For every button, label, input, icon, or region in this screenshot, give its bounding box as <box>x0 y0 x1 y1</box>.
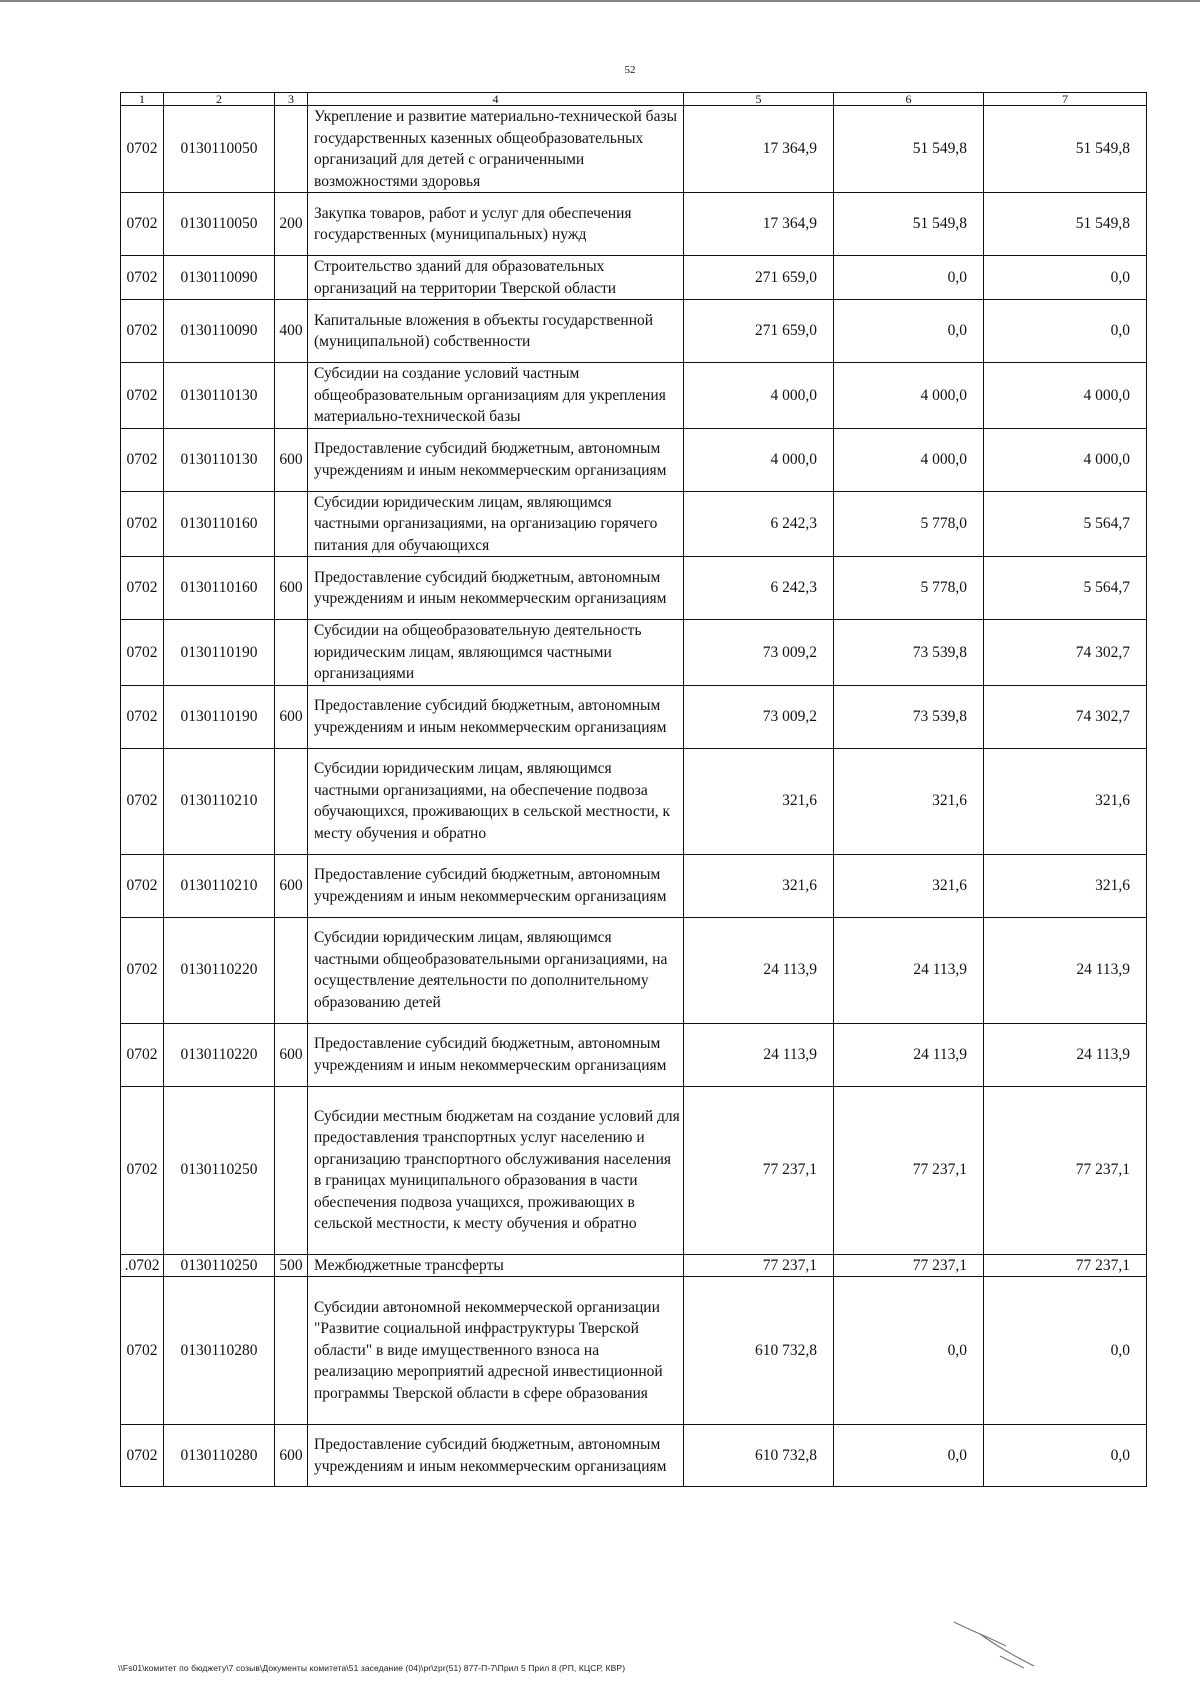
cell-description: Капитальные вложения в объекты государственной (муниципальной) собственности <box>308 300 684 363</box>
header-cell-section: 1 <box>121 93 164 106</box>
table-row <box>121 1086 1147 1254</box>
table-row <box>121 428 1147 491</box>
cell-amount-year1: 610 732,8 <box>684 1277 834 1425</box>
cell-amount-year2: 5 778,0 <box>834 557 984 620</box>
cell-amount-year2: 4 000,0 <box>834 428 984 491</box>
cell-amount-year3: 0,0 <box>984 1277 1147 1425</box>
cell-amount-year3: 0,0 <box>984 256 1147 300</box>
cell-expense-type-code <box>275 1277 308 1425</box>
cell-target-article-code: 0130110090 <box>164 256 275 300</box>
header-cell-amount-year1: 5 <box>684 93 834 106</box>
handwritten-mark <box>950 1616 1040 1676</box>
table-row <box>121 1277 1147 1425</box>
table-row <box>121 685 1147 748</box>
cell-description: Субсидии на общеобразовательную деятельность юридическим лицам, являющимся частными организациями <box>308 620 684 686</box>
cell-amount-year1: 77 237,1 <box>684 1086 834 1254</box>
cell-section-code: 0702 <box>121 106 164 193</box>
cell-section-code: 0702 <box>121 363 164 429</box>
cell-amount-year3: 5 564,7 <box>984 557 1147 620</box>
cell-target-article-code: 0130110210 <box>164 748 275 854</box>
cell-section-code: 0702 <box>121 491 164 557</box>
cell-target-article-code: 0130110050 <box>164 193 275 256</box>
cell-amount-year2: 4 000,0 <box>834 363 984 429</box>
cell-amount-year1: 24 113,9 <box>684 1023 834 1086</box>
table-row <box>121 1023 1147 1086</box>
cell-target-article-code: 0130110190 <box>164 685 275 748</box>
cell-section-code: 0702 <box>121 1023 164 1086</box>
cell-amount-year1: 17 364,9 <box>684 193 834 256</box>
table-body <box>121 106 1147 1487</box>
cell-amount-year1: 4 000,0 <box>684 428 834 491</box>
cell-description: Укрепление и развитие материально-технической базы государственных казенных общеобразовательных организаций для детей с ограниченными возможностями здоровья <box>308 106 684 193</box>
cell-description: Субсидии местным бюджетам на создание условий для предоставления транспортных услуг населению и организацию транспортного обслуживания населения в границах муниципального образования в части обеспечения подвоза учащихся, проживающих в сельской местности, к месту обучения и обратно <box>308 1086 684 1254</box>
table-row <box>121 491 1147 557</box>
cell-description: Предоставление субсидий бюджетным, автономным учреждениям и иным некоммерческим организациям <box>308 854 684 917</box>
cell-expense-type-code: 600 <box>275 854 308 917</box>
cell-description: Закупка товаров, работ и услуг для обеспечения государственных (муниципальных) нужд <box>308 193 684 256</box>
cell-target-article-code: 0130110280 <box>164 1277 275 1425</box>
page-number: 52 <box>624 64 636 76</box>
cell-amount-year1: 321,6 <box>684 748 834 854</box>
cell-description: Межбюджетные трансферты <box>308 1254 684 1277</box>
cell-section-code: .0702 <box>121 1254 164 1277</box>
cell-amount-year1: 17 364,9 <box>684 106 834 193</box>
cell-expense-type-code <box>275 363 308 429</box>
cell-amount-year3: 24 113,9 <box>984 1023 1147 1086</box>
cell-amount-year3: 74 302,7 <box>984 685 1147 748</box>
cell-target-article-code: 0130110130 <box>164 428 275 491</box>
cell-expense-type-code <box>275 620 308 686</box>
cell-section-code: 0702 <box>121 1277 164 1425</box>
table-row <box>121 300 1147 363</box>
header-cell-amount-year3: 7 <box>984 93 1147 106</box>
table-row <box>121 557 1147 620</box>
header-cell-description: 4 <box>308 93 684 106</box>
cell-amount-year1: 77 237,1 <box>684 1254 834 1277</box>
cell-description: Предоставление субсидий бюджетным, автономным учреждениям и иным некоммерческим организациям <box>308 1023 684 1086</box>
cell-section-code: 0702 <box>121 917 164 1023</box>
cell-amount-year3: 0,0 <box>984 300 1147 363</box>
cell-section-code: 0702 <box>121 193 164 256</box>
cell-amount-year2: 5 778,0 <box>834 491 984 557</box>
header-cell-expense-type: 3 <box>275 93 308 106</box>
cell-amount-year3: 321,6 <box>984 854 1147 917</box>
cell-description: Строительство зданий для образовательных организаций на территории Тверской области <box>308 256 684 300</box>
cell-description: Предоставление субсидий бюджетным, автономным учреждениям и иным некоммерческим организациям <box>308 428 684 491</box>
cell-amount-year2: 77 237,1 <box>834 1086 984 1254</box>
cell-expense-type-code: 600 <box>275 428 308 491</box>
table-row <box>121 620 1147 686</box>
cell-expense-type-code: 500 <box>275 1254 308 1277</box>
cell-amount-year1: 73 009,2 <box>684 620 834 686</box>
cell-section-code: 0702 <box>121 1086 164 1254</box>
cell-expense-type-code: 400 <box>275 300 308 363</box>
cell-amount-year3: 0,0 <box>984 1425 1147 1487</box>
cell-description: Предоставление субсидий бюджетным, автономным учреждениям и иным некоммерческим организациям <box>308 557 684 620</box>
header-cell-target-article: 2 <box>164 93 275 106</box>
table-row <box>121 193 1147 256</box>
cell-amount-year1: 610 732,8 <box>684 1425 834 1487</box>
cell-section-code: 0702 <box>121 620 164 686</box>
cell-amount-year1: 6 242,3 <box>684 557 834 620</box>
cell-amount-year1: 4 000,0 <box>684 363 834 429</box>
cell-amount-year3: 24 113,9 <box>984 917 1147 1023</box>
cell-amount-year2: 51 549,8 <box>834 106 984 193</box>
table-row <box>121 1254 1147 1277</box>
cell-amount-year1: 6 242,3 <box>684 491 834 557</box>
cell-expense-type-code <box>275 256 308 300</box>
cell-expense-type-code <box>275 917 308 1023</box>
cell-section-code: 0702 <box>121 748 164 854</box>
cell-expense-type-code: 600 <box>275 557 308 620</box>
cell-amount-year2: 321,6 <box>834 748 984 854</box>
cell-target-article-code: 0130110130 <box>164 363 275 429</box>
cell-target-article-code: 0130110250 <box>164 1086 275 1254</box>
cell-expense-type-code: 200 <box>275 193 308 256</box>
cell-amount-year1: 271 659,0 <box>684 256 834 300</box>
cell-amount-year1: 271 659,0 <box>684 300 834 363</box>
cell-target-article-code: 0130110190 <box>164 620 275 686</box>
table-row <box>121 854 1147 917</box>
cell-amount-year2: 73 539,8 <box>834 685 984 748</box>
cell-amount-year3: 4 000,0 <box>984 363 1147 429</box>
cell-amount-year3: 51 549,8 <box>984 193 1147 256</box>
cell-amount-year2: 0,0 <box>834 300 984 363</box>
cell-target-article-code: 0130110160 <box>164 491 275 557</box>
cell-description: Субсидии юридическим лицам, являющимся частными организациями, на организацию горячего питания для обучающихся <box>308 491 684 557</box>
footer-file-path: \\Fs01\комитет по бюджету\7 созыв\Документы комитета\51 заседание (04)\pr\zpr(51) 877-П-7\Прил 5 Прил 8 (РП, КЦСР, КВР) <box>118 1663 626 1673</box>
cell-amount-year3: 5 564,7 <box>984 491 1147 557</box>
table-row <box>121 917 1147 1023</box>
cell-expense-type-code <box>275 491 308 557</box>
cell-amount-year2: 321,6 <box>834 854 984 917</box>
cell-amount-year3: 77 237,1 <box>984 1254 1147 1277</box>
cell-description: Субсидии на создание условий частным общеобразовательным организациям для укрепления материально-технической базы <box>308 363 684 429</box>
header-row <box>121 93 1147 106</box>
table-row <box>121 363 1147 429</box>
cell-target-article-code: 0130110220 <box>164 1023 275 1086</box>
cell-section-code: 0702 <box>121 854 164 917</box>
cell-amount-year2: 24 113,9 <box>834 1023 984 1086</box>
cell-description: Субсидии автономной некоммерческой организации "Развитие социальной инфраструктуры Тверской области" в виде имущественного взноса на реализацию мероприятий адресной инвестиционной программы Тверской области в сфере образования <box>308 1277 684 1425</box>
cell-amount-year2: 51 549,8 <box>834 193 984 256</box>
cell-expense-type-code: 600 <box>275 685 308 748</box>
cell-description: Субсидии юридическим лицам, являющимся частными общеобразовательными организациями, на осуществление деятельности по дополнительному образованию детей <box>308 917 684 1023</box>
cell-amount-year1: 24 113,9 <box>684 917 834 1023</box>
cell-expense-type-code: 600 <box>275 1023 308 1086</box>
header-cell-amount-year2: 6 <box>834 93 984 106</box>
cell-expense-type-code: 600 <box>275 1425 308 1487</box>
cell-target-article-code: 0130110250 <box>164 1254 275 1277</box>
cell-amount-year1: 73 009,2 <box>684 685 834 748</box>
cell-amount-year2: 73 539,8 <box>834 620 984 686</box>
cell-description: Субсидии юридическим лицам, являющимся частными организациями, на обеспечение подвоза обучающихся, проживающих в сельской местности, к месту обучения и обратно <box>308 748 684 854</box>
cell-amount-year3: 4 000,0 <box>984 428 1147 491</box>
cell-amount-year3: 77 237,1 <box>984 1086 1147 1254</box>
cell-expense-type-code <box>275 748 308 854</box>
cell-amount-year1: 321,6 <box>684 854 834 917</box>
cell-description: Предоставление субсидий бюджетным, автономным учреждениям и иным некоммерческим организациям <box>308 685 684 748</box>
cell-amount-year3: 321,6 <box>984 748 1147 854</box>
cell-target-article-code: 0130110090 <box>164 300 275 363</box>
cell-section-code: 0702 <box>121 428 164 491</box>
cell-amount-year2: 0,0 <box>834 1277 984 1425</box>
scan-edge-line <box>0 0 1200 2</box>
cell-expense-type-code <box>275 106 308 193</box>
cell-section-code: 0702 <box>121 300 164 363</box>
cell-target-article-code: 0130110210 <box>164 854 275 917</box>
cell-section-code: 0702 <box>121 685 164 748</box>
table-row <box>121 256 1147 300</box>
cell-amount-year2: 24 113,9 <box>834 917 984 1023</box>
cell-expense-type-code <box>275 1086 308 1254</box>
cell-amount-year3: 74 302,7 <box>984 620 1147 686</box>
cell-amount-year2: 77 237,1 <box>834 1254 984 1277</box>
cell-amount-year2: 0,0 <box>834 1425 984 1487</box>
cell-amount-year2: 0,0 <box>834 256 984 300</box>
cell-section-code: 0702 <box>121 256 164 300</box>
cell-target-article-code: 0130110220 <box>164 917 275 1023</box>
cell-target-article-code: 0130110160 <box>164 557 275 620</box>
budget-table <box>120 92 1147 1487</box>
cell-section-code: 0702 <box>121 557 164 620</box>
cell-target-article-code: 0130110280 <box>164 1425 275 1487</box>
cell-target-article-code: 0130110050 <box>164 106 275 193</box>
cell-section-code: 0702 <box>121 1425 164 1487</box>
table-row <box>121 1425 1147 1487</box>
table-row <box>121 106 1147 193</box>
table-row <box>121 748 1147 854</box>
cell-description: Предоставление субсидий бюджетным, автономным учреждениям и иным некоммерческим организациям <box>308 1425 684 1487</box>
cell-amount-year3: 51 549,8 <box>984 106 1147 193</box>
